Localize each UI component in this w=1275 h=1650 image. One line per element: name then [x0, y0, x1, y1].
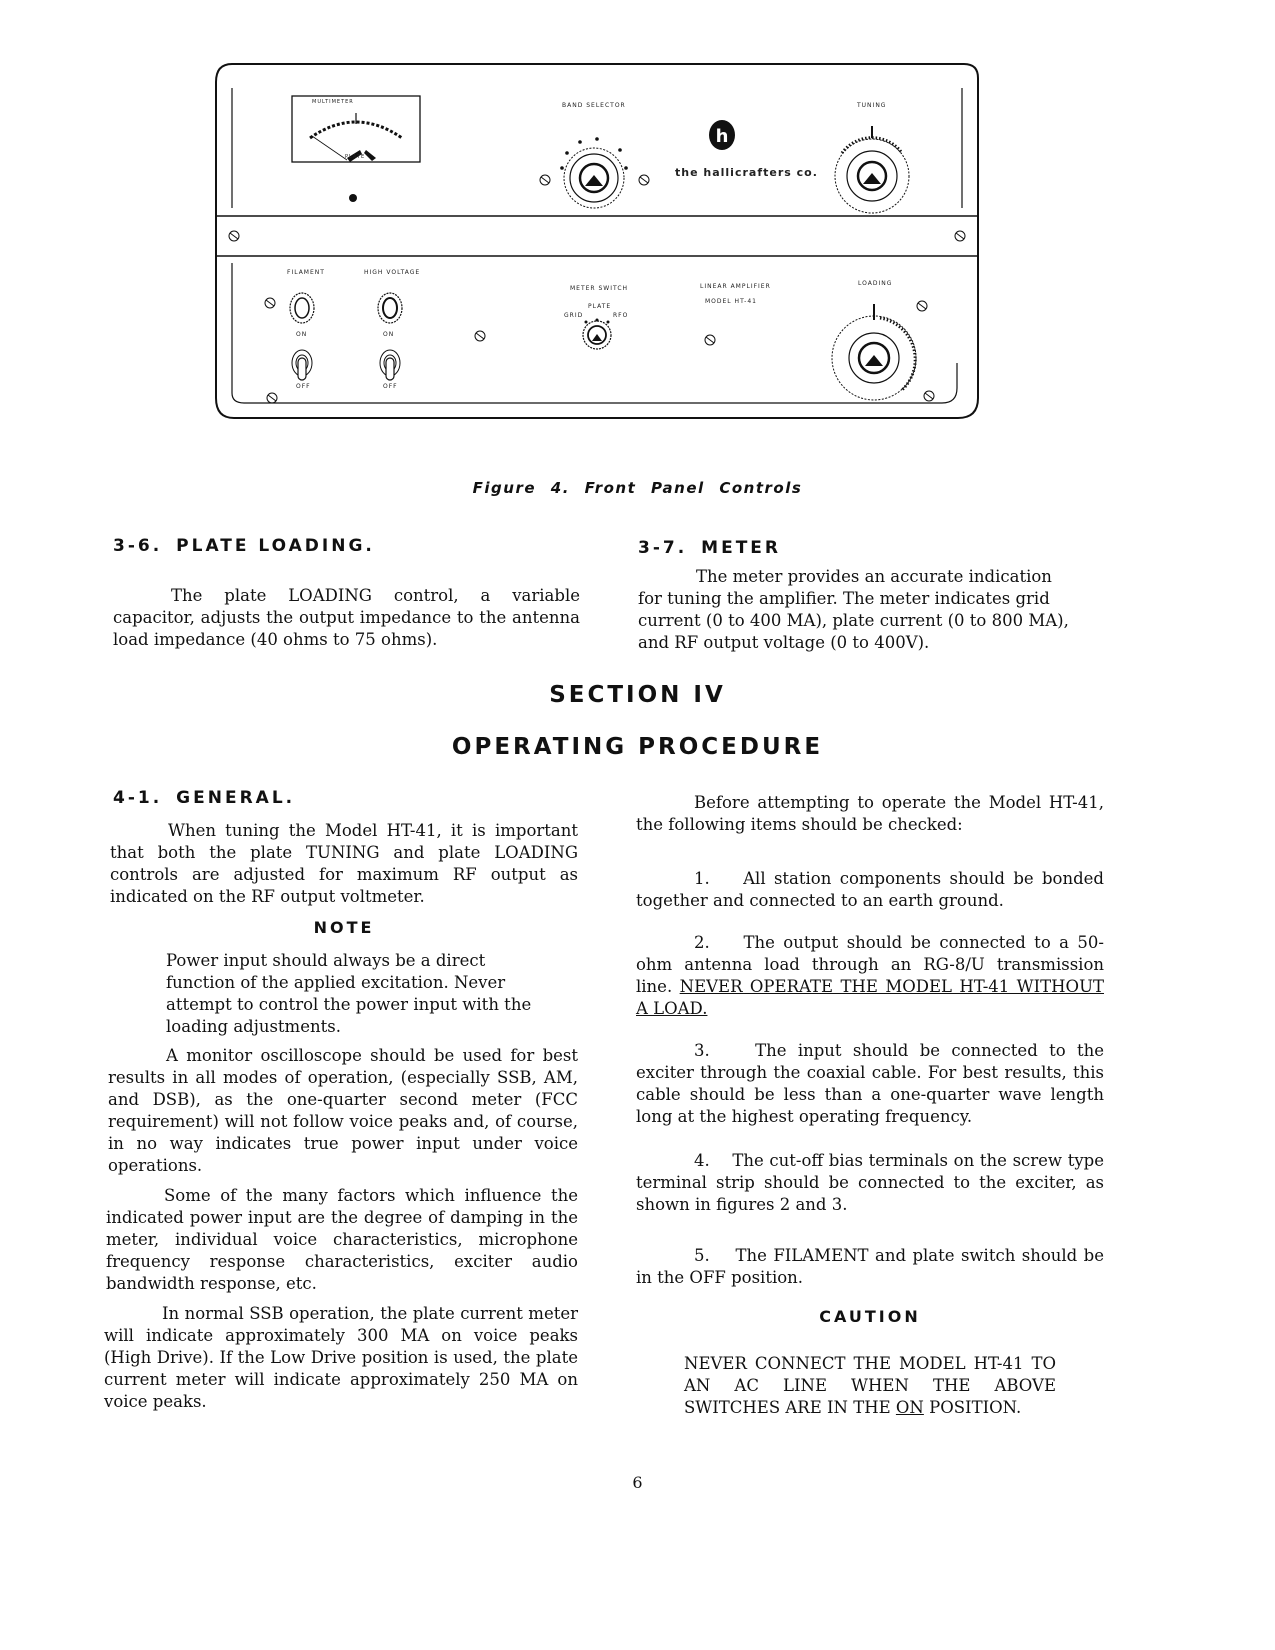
checklist-item-2-text: The output should be connected to a 50-ohm antenna load through an RG-8/U transmission line. [636, 933, 1105, 996]
heading-3-6 [113, 536, 375, 556]
page-number: 6 [632, 1473, 643, 1492]
meter-switch-knob[interactable] [583, 319, 611, 350]
paragraph-4-1-4 [104, 1303, 578, 1413]
paragraph-3-6 [113, 585, 580, 651]
note-body: Power input should always be a direct function of the applied excitation. Never attempt to control the power input with the loading adjustments. [166, 951, 532, 1036]
svg-text:h: h [715, 126, 729, 147]
paragraph-3-7-line-4: and RF output voltage (0 to 400V). [638, 633, 930, 652]
tuning-label: TUNING [857, 102, 887, 109]
high-voltage-toggle-switch[interactable] [380, 350, 400, 380]
checklist-item-4-num: 4. [694, 1151, 710, 1170]
brand-text: the hallicrafters co. [675, 166, 818, 179]
checklist-item-3-num: 3. [694, 1041, 710, 1060]
heading-3-7-number: 3-7. [638, 538, 688, 558]
figure-caption: Figure 4. Front Panel Controls [472, 479, 803, 497]
checklist-item-5-text: The FILAMENT and plate switch should be in the OFF position. [636, 1246, 1105, 1287]
caution-body-on: ON [895, 1398, 924, 1417]
checklist-item-1 [636, 868, 1104, 912]
front-panel-drawing [212, 58, 982, 433]
heading-3-6-number: 3-6. [113, 536, 163, 556]
filament-indicator [290, 293, 314, 323]
caution-heading: CAUTION [819, 1307, 921, 1326]
model-line1-label: LINEAR AMPLIFIER [700, 283, 771, 290]
paragraph-4-1-3-text: Some of the many factors which influence the indicated power input are the degree of damping in the meter, individual voice characteristics, microphone frequency response characteristics, exciter audio bandwidth response, etc. [106, 1186, 578, 1293]
paragraph-3-7-line-1: The meter provides an accurate indication [696, 567, 1052, 586]
model-line2-label: MODEL HT-41 [705, 298, 757, 305]
band-selector-knob[interactable] [560, 137, 628, 208]
paragraph-4-1-3 [106, 1185, 578, 1295]
paragraph-4-1-2 [108, 1045, 578, 1177]
paragraph-4-1-1-text: When tuning the Model HT-41, it is important that both the plate TUNING and plate LOADING controls are adjusted for maximum RF output as indicated on the RF output voltmeter. [110, 821, 578, 906]
loading-label: LOADING [858, 280, 893, 287]
checklist-item-3 [636, 1040, 1104, 1128]
checklist-item-2-num: 2. [694, 933, 710, 952]
checklist-item-4 [636, 1150, 1104, 1216]
loading-knob[interactable] [832, 304, 916, 400]
paragraph-4-1-2-text: A monitor oscilloscope should be used for best results in all modes of operation, (especially SSB, AM, and DSB), as the one-quarter second meter (FCC requirement) will not follow voice peaks and, of course, in no way indicates true power input under voice operations. [108, 1046, 578, 1175]
checklist-intro [636, 792, 1104, 836]
high-voltage-on-label: ON [383, 331, 395, 338]
heading-3-7-title: METER [701, 538, 782, 558]
checklist-item-5-num: 5. [694, 1246, 710, 1265]
paragraph-3-7-line-2: for tuning the amplifier. The meter indicates grid [638, 589, 1050, 608]
meter-display [292, 96, 420, 202]
heading-4-1-title: GENERAL. [176, 788, 296, 808]
checklist-item-2-warning: NEVER OPERATE THE MODEL HT-41 WITHOUT A LOAD. [636, 977, 1104, 1018]
checklist-item-1-num: 1. [694, 869, 710, 888]
front-panel-figure [212, 58, 982, 433]
meter-switch-grid-label: GRID [564, 312, 584, 319]
heading-3-7 [638, 538, 781, 558]
meter-switch-label: METER SWITCH [570, 285, 629, 292]
heading-3-6-title: PLATE LOADING. [176, 536, 375, 556]
paragraph-3-7-line-3: current (0 to 400 MA), plate current (0 to 800 MA), [638, 611, 1069, 630]
checklist-item-1-text: All station components should be bonded together and connected to an earth ground. [636, 869, 1104, 910]
checklist-item-3-text: The input should be connected to the exciter through the coaxial cable. For best results, this cable should be less than a one-quarter wave length long at the highest operating frequency. [636, 1041, 1105, 1126]
checklist-item-5 [636, 1245, 1104, 1289]
meter-title-label: MULTIMETER [312, 99, 354, 105]
paragraph-4-1-4-text: In normal SSB operation, the plate current meter will indicate approximately 300 MA on voice peaks (High Drive). If the Low Drive position is used, the plate current meter will indicate approximately 250 MA on voice peaks. [104, 1304, 578, 1411]
high-voltage-label: HIGH VOLTAGE [364, 269, 421, 276]
meter-switch-rfo-label: RFO [613, 312, 629, 319]
filament-toggle-switch[interactable] [292, 350, 312, 380]
high-voltage-off-label: OFF [383, 383, 398, 390]
filament-label: FILAMENT [287, 269, 325, 276]
heading-4-1-number: 4-1. [113, 788, 163, 808]
filament-on-label: ON [296, 331, 308, 338]
heading-4-1 [113, 788, 295, 808]
band-selector-label: BAND SELECTOR [562, 102, 626, 109]
high-voltage-indicator [378, 293, 402, 323]
tuning-knob[interactable] [835, 126, 909, 213]
filament-off-label: OFF [296, 383, 311, 390]
section-subtitle: OPERATING PROCEDURE [451, 734, 824, 760]
caution-body-text: NEVER CONNECT THE MODEL HT-41 TO AN AC LINE WHEN THE ABOVE SWITCHES ARE IN THE [684, 1354, 1056, 1417]
caution-body-end: POSITION. [923, 1398, 1022, 1417]
section-title: SECTION IV [549, 682, 726, 708]
checklist-item-2 [636, 932, 1104, 1020]
note-heading: NOTE [313, 918, 375, 937]
meter-center-label: PLATE [345, 154, 366, 160]
checklist-intro-text: Before attempting to operate the Model HT-41, the following items should be checked: [636, 793, 1104, 834]
paragraph-3-7 [638, 566, 1275, 654]
meter-switch-plate-label: PLATE [588, 303, 612, 310]
checklist-item-4-text: The cut-off bias terminals on the screw type terminal strip should be connected to the exciter, as shown in figures 2 and 3. [636, 1151, 1104, 1214]
paragraph-4-1-1 [110, 820, 578, 908]
hallicrafters-logo [709, 120, 735, 150]
caution-body [684, 1353, 1056, 1419]
paragraph-3-6-text: The plate LOADING control, a variable capacitor, adjusts the output impedance to the antenna load impedance (40 ohms to 75 ohms). [113, 586, 580, 649]
